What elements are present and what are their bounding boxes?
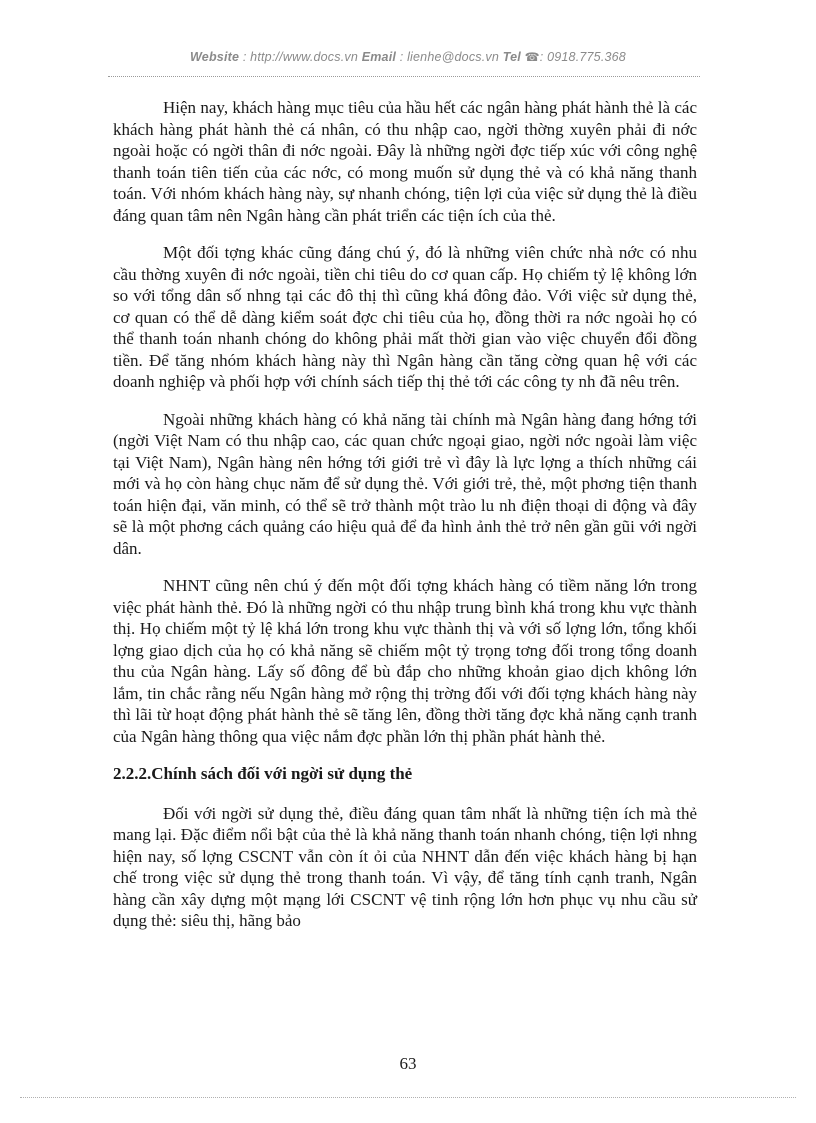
paragraph: Đối với ngời sử dụng thẻ, điều đáng quan tâm nhất là những tiện ích mà thẻ mang lại. Đặc điểm nổi bật của thẻ là khả năng thanh toán nhanh chóng, tiện lợi nhng hiện nay, số lợng CSCNT vẫn còn ít ỏi của NHNT dẫn đến việc khách hàng bị hạn chế trong việc sử dụng thẻ trong thanh toán. Vì vậy, để tăng tính cạnh tranh, Ngân hàng cần xây dựng một mạng lới CSCNT vệ tinh rộng lớn hơn phục vụ nhu cầu sử dụng thẻ: siêu thị, hãng bảo [113,803,697,930]
page-number: 63 [399,1054,417,1073]
page-header [0,50,816,64]
header-divider [108,76,700,77]
paragraph: Một đối tợng khác cũng đáng chú ý, đó là những viên chức nhà nớc có nhu cầu thờng xuyên đi nớc ngoài, tiền chi tiêu do cơ quan cấp. Họ chiếm tỷ lệ không lớn so với tổng dân số nhng tại các đô thị thì cũng khá đông đảo. Với việc sử dụng thẻ, cơ quan có thể dễ dàng kiểm soát đợc chi tiêu của họ, đồng thời ra nớc ngoài họ có thể thanh toán nhanh chóng do không phải mất thời gian vào việc chuyển đổi đồng tiền. Để tăng nhóm khách hàng này thì Ngân hàng cần tăng cờng quan hệ với các doanh nghiệp và phối hợp với chính sách tiếp thị thẻ tới các công ty nh đã nêu trên. [113,243,697,391]
paragraph: NHNT cũng nên chú ý đến một đối tợng khách hàng có tiềm năng lớn trong việc phát hành thẻ. Đó là những ngời có thu nhập trung bình khá trong khu vực thành thị. Họ chiếm một tỷ lệ khá lớn trong khu vực thành thị và với số lợng lớn, tổng khối lợng giao dịch của họ có khả năng sẽ chiếm một tỷ trọng tơng đối trong tổng doanh thu của Ngân hàng. Lấy số đông để bù đắp cho những khoản giao dịch không lớn lắm, tin chắc rằng nếu Ngân hàng mở rộng thị trờng đối với đối tợng khách hàng này thì lãi từ hoạt động phát hành thẻ sẽ tăng lên, đồng thời tăng đợc khả năng cạnh tranh của Ngân hàng thông qua việc nắm đợc phần lớn thị phần phát hành thẻ. [113,576,697,746]
paragraph: Ngoài những khách hàng có khả năng tài chính mà Ngân hàng đang hớng tới (ngời Việt Nam có thu nhập cao, các quan chức ngoại giao, ngời nớc ngoài làm việc tại Việt Nam), Ngân hàng nên hớng tới giới trẻ vì đây là lực lợng a thích những cái mới và họ còn hàng chục năm để sử dụng thẻ. Với giới trẻ, thẻ, một phơng tiện thanh toán hiện đại, văn minh, có thể sẽ trở thành một trào lu nh điện thoại di động và đây sẽ là một phơng cách quảng cáo hiệu quả để đa hình ảnh thẻ trở nên gần gũi với ngời dân. [113,409,697,558]
website-label: Website [190,50,240,64]
tel-label: Tel [502,50,521,64]
paragraph: Hiện nay, khách hàng mục tiêu của hầu hết các ngân hàng phát hành thẻ là các khách hàng phát hành thẻ cá nhân, có thu nhập cao, ngời thờng xuyên phải đi nớc ngoài hoặc có ngời thân đi nớc ngoài. Đây là những ngời đợc tiếp xúc với công nghệ thanh toán tiên tiến của các nớc, có mong muốn sử dụng thẻ và có khả năng thanh toán. Với nhóm khách hàng này, sự nhanh chóng, tiện lợi của việc sử dụng thẻ là điều đáng quan tâm nên Ngân hàng cần phát triển các tiện ích của thẻ. [113,98,697,225]
tel-value: : 0918.775.368 [539,50,626,64]
footer-divider [20,1097,796,1098]
email-value: : lienhe@docs.vn [399,50,500,64]
website-value: : http://www.docs.vn [242,50,358,64]
document-body [113,97,697,948]
phone-icon: ☎ [524,50,540,64]
email-label: Email [361,50,397,64]
section-heading: 2.2.2.Chính sách đối với ngời sử dụng thẻ [113,764,413,783]
